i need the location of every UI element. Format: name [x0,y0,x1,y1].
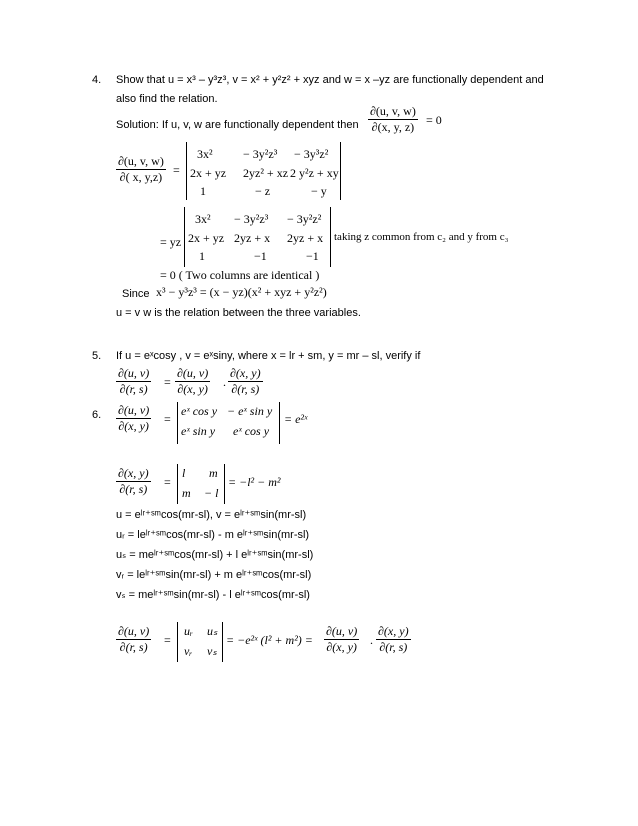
matrix-cell: 3x² [195,212,211,226]
q4-number: 4. [92,74,102,86]
jacobian-numerator: ∂(u, v) [118,403,150,417]
equals-sign: = [164,633,171,647]
jacobian-xy-rs [376,624,411,655]
derivation-line: vₛ = meˡʳ⁺ˢᵐsin(mr-sl) - l eˡʳ⁺ˢᵐcos(mr-sl) [116,589,310,601]
determinant-bar-left [177,622,178,662]
jacobian-numerator: ∂(x, y) [118,466,149,480]
determinant-result: = e²ˣ [284,412,308,426]
matrix-cell: 2x + yz [190,166,227,180]
matrix-cell: uₛ [207,624,218,638]
q6-jacobian-xy-rs [116,466,151,497]
dot-operator: . [370,633,373,647]
q4-jacobian-uvw [368,104,418,135]
matrix-cell: − z [255,184,271,198]
matrix-cell: eˣ cos y [233,424,270,438]
matrix-cell: − 3y²z² [287,212,322,226]
jacobian-denominator: ∂(r, s) [379,640,408,654]
factorization: x³ − y³z³ = (x − yz)(x² + xyz + y²z²) [156,285,327,299]
matrix-cell: vₛ [207,644,217,658]
q4-solution-intro: Solution: If u, v, w are functionally dependent then [116,119,359,131]
determinant-bar-right [330,207,331,267]
equals-sign: = [164,412,171,426]
matrix-cell: 2 y²z + xy [290,166,339,180]
matrix-cell: 1 [199,249,205,263]
matrix-cell: m [209,466,218,480]
derivation-line: vᵣ = leˡʳ⁺ˢᵐsin(mr-sl) + m eˡʳ⁺ˢᵐcos(mr-sl) [116,569,312,581]
jacobian-numerator: ∂(x, y) [378,624,409,638]
jacobian-numerator: ∂(u, v) [326,624,358,638]
dot-operator: . [223,375,226,389]
equals-zero: = 0 [426,113,442,127]
matrix-cell: −1 [254,249,267,263]
matrix-cell: −1 [306,249,319,263]
matrix-cell: 2yz² + xz [243,166,289,180]
derivation-line: u = eˡʳ⁺ˢᵐcos(mr-sl), v = eˡʳ⁺ˢᵐsin(mr-sl) [116,509,307,521]
jacobian-numerator: ∂(u, v) [118,624,150,638]
q4-statement-line1: Show that u = x³ – y³z³, v = x² + y²z² + xyz and w = x –yz are functionally dependent and [116,74,544,86]
jacobian-denominator: ∂(r, s) [231,382,260,396]
q6-number: 6. [92,409,102,421]
q4-relation: u = v w is the relation between the three variables. [116,307,361,319]
jacobian-denominator: ∂(x, y, z) [371,120,415,134]
equals-sign: = [164,375,171,389]
determinant-bar-left [177,402,178,444]
matrix-cell: 1 [200,184,206,198]
jacobian-denominator: ∂(x, y) [326,640,357,654]
jacobian-denominator: ∂(r, s) [119,382,148,396]
matrix-cell: 2yz + x [287,231,324,245]
jacobian-numerator: ∂(x, y) [230,366,261,380]
equals-yz: = yz [160,235,182,249]
jacobian-uv-xy [324,624,359,655]
determinant-bar-left [177,464,178,504]
derivation-line: uₛ = meˡʳ⁺ˢᵐcos(mr-sl) + l eˡʳ⁺ˢᵐsin(mr-sl) [116,549,314,561]
jacobian-denominator: ∂(r, s) [119,482,148,496]
q6-jacobian-uv-xy [116,403,151,434]
determinant-bar-left [184,207,185,267]
matrix-cell: − 3y²z³ [234,212,269,226]
q5-jacobian-uv-xy [175,366,210,397]
jacobian-denominator: ∂(r, s) [119,640,148,654]
result-zero: = 0 ( Two columns are identical ) [160,268,320,282]
jacobian-denominator: ∂( x, y,z) [119,170,163,184]
matrix-cell: vᵣ [184,644,193,658]
q5-statement: If u = eˣcosy , v = eˣsiny, where x = lr + sm, y = mr – sl, verify if [116,350,421,362]
determinant-bar-right [224,464,225,504]
determinant-result: = −e²ˣ (l² + m²) = [226,633,313,647]
q5-jacobian-uv-rs [116,366,151,397]
jacobian-numerator: ∂(u, v) [177,366,209,380]
matrix-cell: 2yz + x [234,231,271,245]
matrix-cell: uᵣ [184,624,193,638]
matrix-cell: eˣ sin y [181,424,216,438]
q4-jacobian-lhs [116,154,166,185]
since-label: Since [122,288,150,300]
determinant-bar-right [222,622,223,662]
jacobian-denominator: ∂(x, y) [118,419,149,433]
q6-jacobian-uv-rs [116,624,151,655]
q5-jacobian-xy-rs [228,366,263,397]
jacobian-denominator: ∂(x, y) [177,382,208,396]
equals-sign: = [173,163,180,177]
jacobian-numerator: ∂(u, v, w) [118,154,164,168]
jacobian-numerator: ∂(u, v, w) [370,104,416,118]
matrix-cell: − l [204,486,219,500]
matrix-cell: 3x² [197,147,213,161]
determinant-bar-right [279,402,280,444]
matrix-cell: m [182,486,191,500]
operation-note: taking z common from c₂ and y from c₃ [334,231,509,243]
q4-statement-line2: also find the relation. [116,93,218,105]
equals-sign: = [164,475,171,489]
derivation-line: uᵣ = leˡʳ⁺ˢᵐcos(mr-sl) - m eˡʳ⁺ˢᵐsin(mr-sl) [116,529,310,541]
matrix-cell: − 3y³z² [294,147,329,161]
matrix-cell: − 3y²z³ [243,147,278,161]
matrix-cell: − eˣ sin y [227,404,273,418]
matrix-cell: − y [311,184,327,198]
matrix-cell: eˣ cos y [181,404,218,418]
determinant-result: = −l² − m² [228,475,281,489]
determinant-bar-right [340,142,341,200]
jacobian-numerator: ∂(u, v) [118,366,150,380]
matrix-cell: l [182,466,186,480]
determinant-bar-left [186,142,187,200]
matrix-cell: 2x + yz [188,231,225,245]
q5-number: 5. [92,350,102,362]
